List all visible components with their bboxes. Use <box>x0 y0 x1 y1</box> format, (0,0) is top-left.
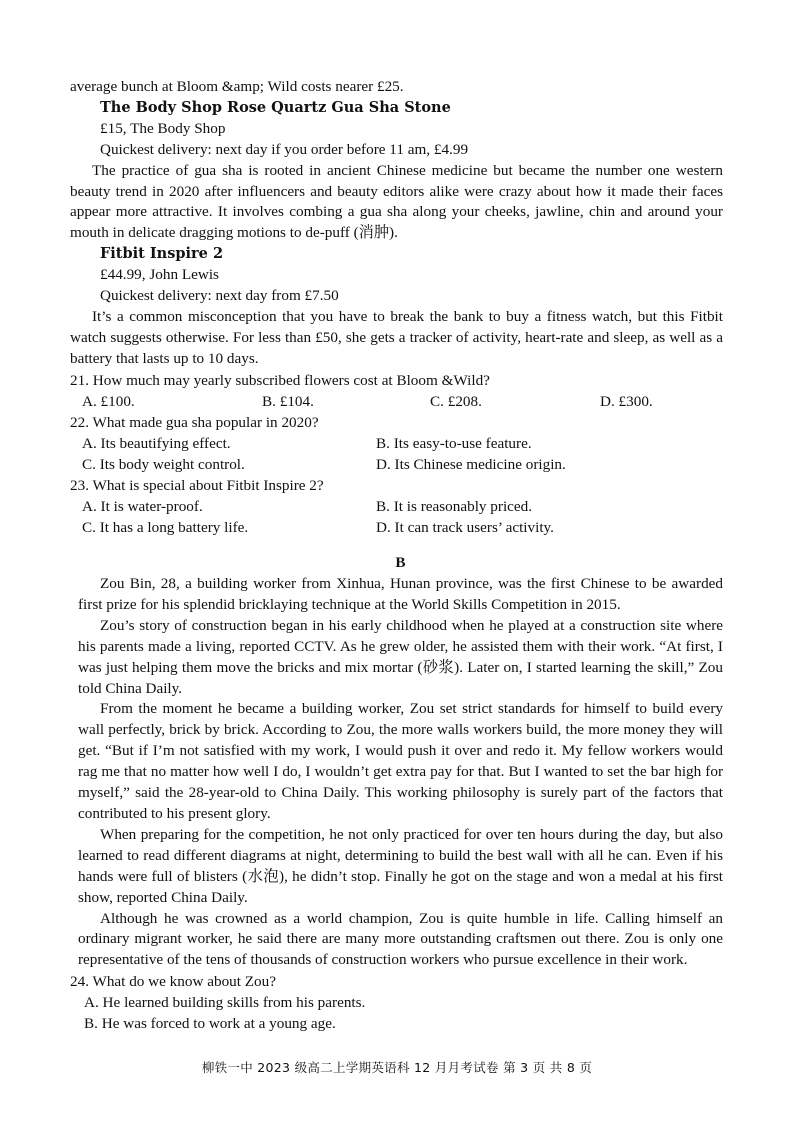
question-options <box>70 433 723 454</box>
question-stem: 23. What is special about Fitbit Inspire 2? <box>70 476 324 494</box>
option-a[interactable]: A. £100. <box>82 392 135 410</box>
item-description: The practice of gua sha is rooted in ancient Chinese medicine but became the number one western beauty trend in 2020 after influencers and beauty editors alike were crazy about how it made their faces appear more attractive. It involves combing a gua sha along your cheeks, jawline, chin and around your mouth in delicate dragging motions to de-puff (消肿). <box>70 161 723 242</box>
question-22 <box>70 412 723 475</box>
section-label: B <box>395 554 406 571</box>
option-c[interactable]: C. Its body weight control. <box>82 455 245 473</box>
passage-paragraph: From the moment he became a building worker, Zou set strict standards for himself to build every wall perfectly, brick by brick. According to Zou, the more walls workers build, the more money they will get. “But if I’m not satisfied with my work, I would push it over and redo it. My fellow workers would rag me that no matter how well I do, I wouldn’t get extra pay for that. But I wanted to set the bar high for myself,” said the 28-year-old to China Daily. This working philosophy is surely part of the factors that contributed to his present glory. <box>78 700 723 822</box>
item-delivery: Quickest delivery: next day if you order before 11 am, £4.99 <box>100 140 469 158</box>
passage-paragraph: Although he was crowned as a world champion, Zou is quite humble in life. Calling himself an ordinary migrant worker, he said there are many more outstanding craftsmen out there. Zou is only one representative of the tens of thousands of construction workers who pursue excellence in their work. <box>78 909 723 969</box>
option-a[interactable]: A. It is water-proof. <box>82 497 203 515</box>
item-title: The Body Shop Rose Quartz Gua Sha Stone <box>100 98 451 116</box>
passage-paragraph: Zou’s story of construction began in his early childhood when he played at a construction site where his parents made a living, reported CCTV. As he grew older, he assisted them with their work. “At first, I was just helping them move the bricks and mix mortar (砂浆). Later on, I started learning the skill,” Zou told China Daily. <box>78 616 723 697</box>
question-stem: 22. What made gua sha popular in 2020? <box>70 413 319 431</box>
option-b[interactable]: B. He was forced to work at a young age. <box>84 1015 336 1033</box>
carryover-line: average bunch at Bloom &amp; Wild costs nearer £25. <box>70 78 404 95</box>
option-a[interactable]: A. He learned building skills from his parents. <box>84 994 366 1012</box>
option-c[interactable]: C. It has a long battery life. <box>82 518 249 536</box>
question-stem: 24. What do we know about Zou? <box>70 973 276 991</box>
passage-paragraph: Zou Bin, 28, a building worker from Xinhua, Hunan province, was the first Chinese to be awarded first prize for his splendid bricklaying technique at the World Skills Competition in 2015. <box>78 575 723 613</box>
item-title: Fitbit Inspire 2 <box>100 245 224 263</box>
option-a[interactable]: A. Its beautifying effect. <box>82 434 231 452</box>
question-options <box>70 517 723 538</box>
question-options <box>70 391 723 412</box>
question-24 <box>70 971 723 1034</box>
passage-paragraph: When preparing for the competition, he not only practiced for over ten hours during the day, but also learned to read different diagrams at night, determining to build the best wall with all he can. Even if his hands were full of blisters (水泡), he didn’t stop. Finally he got on the stage and won a medal at his first show, reported China Daily. <box>78 825 723 906</box>
item-description: It’s a common misconception that you have to break the bank to buy a fitness watch, but this Fitbit watch suggests otherwise. For less than £50, she gets a tracker of activity, heart-rate and sleep, as well as a battery that lasts up to 10 days. <box>70 307 723 367</box>
passage-b <box>70 552 723 1034</box>
option-d[interactable]: D. £300. <box>600 392 653 410</box>
item-price: £15, The Body Shop <box>100 119 226 137</box>
option-b[interactable]: B. Its easy-to-use feature. <box>376 434 532 452</box>
option-d[interactable]: D. It can track users’ activity. <box>376 518 554 536</box>
item-delivery: Quickest delivery: next day from £7.50 <box>100 287 339 305</box>
question-options <box>70 454 723 475</box>
option-d[interactable]: D. Its Chinese medicine origin. <box>376 455 566 473</box>
item-price: £44.99, John Lewis <box>100 266 219 284</box>
question-23 <box>70 475 723 538</box>
passage-a <box>70 77 723 538</box>
question-options <box>70 496 723 517</box>
option-b[interactable]: B. It is reasonably priced. <box>376 497 533 515</box>
question-21 <box>70 370 723 412</box>
question-stem: 21. How much may yearly subscribed flowers cost at Bloom &Wild? <box>70 371 490 389</box>
option-c[interactable]: C. £208. <box>430 392 482 410</box>
page-footer: 柳铁一中 2023 级高二上学期英语科 12 月月考试卷 第 3 页 共 8 页 <box>201 1060 593 1075</box>
option-b[interactable]: B. £104. <box>262 392 314 410</box>
